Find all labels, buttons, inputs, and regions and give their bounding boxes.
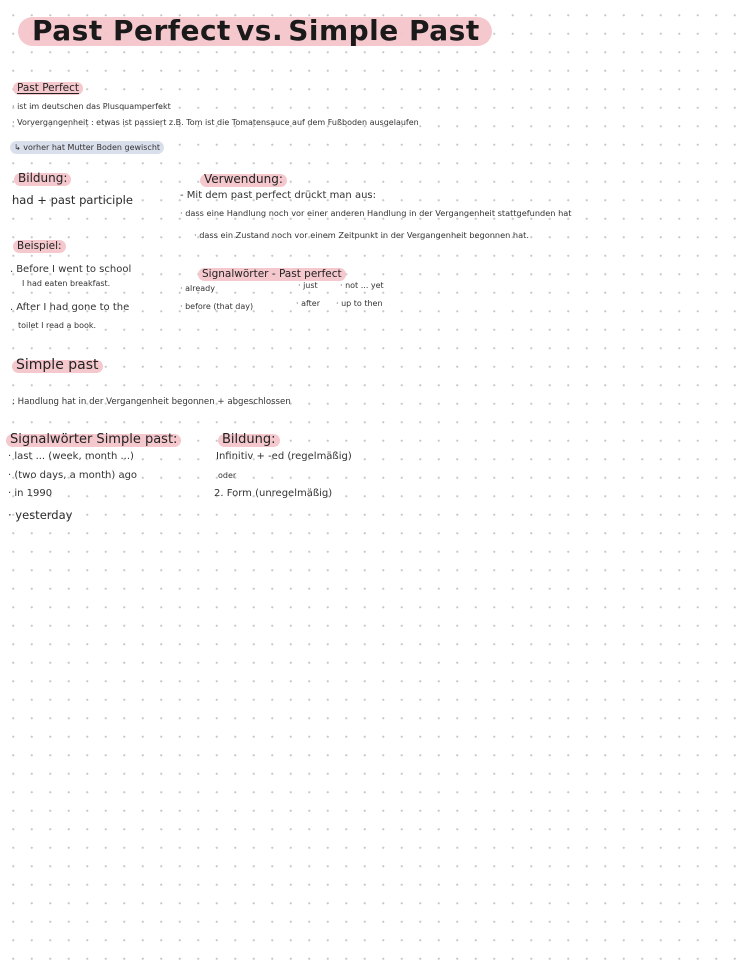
sp-bildung-line-1: Infinitiv + -ed (regelmäßig) — [216, 451, 352, 462]
verwendung-heading: Verwendung: — [204, 168, 283, 187]
verwendung-line-1: - Mit dem past perfect drückt man aus: — [180, 190, 376, 201]
sp-signalwort-yesterday: · yesterday — [8, 508, 73, 522]
signalwort-after: · after — [296, 299, 321, 308]
sp-bildung-heading: Bildung: — [222, 428, 276, 447]
title-past-perfect: Past Perfect — [32, 14, 231, 47]
sp-bildung-line-3: 2. Form (unregelmäßig) — [214, 488, 333, 499]
verwendung-line-3: · dass ein Zustand noch vor einem Zeitpunkt in der Vergangenheit begonnen hat. — [194, 230, 529, 240]
title-vs: vs. — [236, 14, 284, 47]
signalwort-just: · just — [298, 281, 318, 290]
sp-bildung-line-2: oder — [218, 471, 237, 480]
sp-signalwort-last: · last ... (week, month ...) — [8, 451, 134, 462]
verwendung-line-2: · dass eine Handlung noch vor einer anderen Handlung in der Vergangenheit stattgefunden hat — [180, 208, 572, 218]
beispiel-line-4: toilet I read a book. — [18, 321, 97, 330]
page-title — [32, 14, 480, 47]
beispiel-line-2: I had eaten breakfast. — [22, 279, 111, 288]
title-simple-past: Simple Past — [288, 14, 480, 47]
past-perfect-line-3: ↳ vorher hat Mutter Boden gewischt — [14, 135, 160, 154]
signalwort-already: · already — [180, 284, 215, 293]
simple-past-definition: : Handlung hat in der Vergangenheit begonnen + abgeschlossen — [12, 397, 291, 407]
signalwort-not-yet: · not ... yet — [340, 281, 384, 290]
beispiel-line-3: . After I had gone to the — [10, 302, 130, 313]
past-perfect-line-1: · ist im deutschen das Plusquamperfekt — [12, 102, 171, 111]
simple-past-heading: Simple past — [16, 354, 99, 373]
signalwort-up-to-then: · up to then — [336, 299, 383, 308]
signalwort-before: · before (that day) — [180, 302, 254, 311]
beispiel-line-1: . Before I went to school — [10, 264, 132, 275]
past-perfect-heading: Past Perfect — [17, 76, 79, 95]
sp-signalwort-1990: · in 1990 — [8, 488, 53, 499]
bildung-heading: Bildung: — [18, 167, 67, 186]
bildung-text: had + past participle — [12, 193, 133, 207]
sp-signalwort-ago: · (two days, a month) ago — [8, 470, 138, 481]
signalwoerter-pp-heading: Signalwörter - Past perfect — [202, 262, 342, 281]
signalwoerter-sp-heading: Signalwörter Simple past: — [10, 428, 177, 447]
past-perfect-line-2: · Vorvergangenheit : etwas ist passiert z.B. Tom ist die Tomatensauce auf dem Fußboden ausgelaufen — [12, 118, 419, 127]
beispiel-heading: Beispiel: — [17, 234, 62, 253]
